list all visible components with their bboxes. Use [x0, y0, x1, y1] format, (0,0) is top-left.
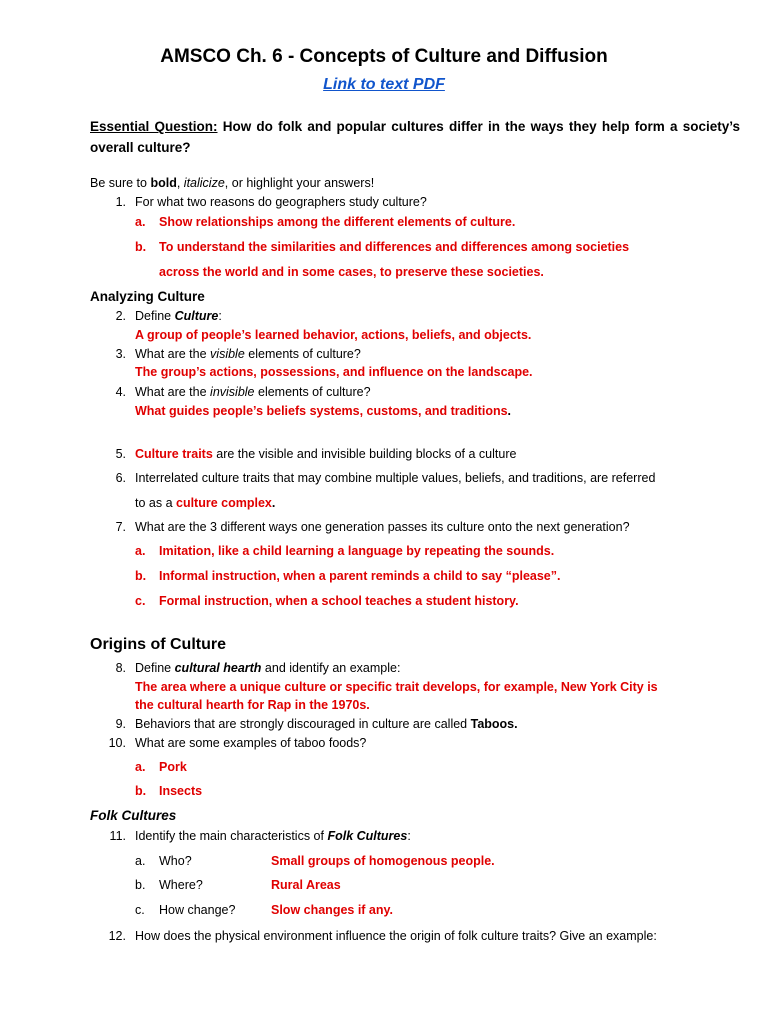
section-origins-of-culture: Origins of Culture — [90, 636, 226, 653]
q1-a-letter: a. — [135, 215, 146, 229]
q6-line2-pre: to as a — [135, 496, 176, 510]
q9-number: 9. — [115, 717, 126, 731]
instructions-italic: italicize — [183, 176, 225, 190]
q10-b-letter: b. — [135, 784, 147, 798]
instructions-pre: Be sure to — [90, 176, 151, 190]
q11-row-letter: a. — [135, 854, 146, 868]
q11-row-label: How change? — [159, 903, 236, 917]
question-7 — [106, 520, 630, 534]
text-pdf-link[interactable]: Link to text PDF — [323, 76, 445, 93]
q10-answer-a — [135, 760, 187, 774]
q7-answer-b — [135, 569, 560, 583]
q4-post: elements of culture? — [254, 385, 371, 399]
q11-row-who — [135, 854, 585, 868]
q7-c-letter: c. — [135, 594, 146, 608]
q3-post: elements of culture? — [244, 347, 361, 361]
q4-answer-text: What guides people’s beliefs systems, customs, and traditions — [135, 404, 508, 418]
q1-b-letter: b. — [135, 240, 147, 254]
question-9 — [106, 717, 518, 731]
q7-b-text: Informal instruction, when a parent reminds a child to say “please”. — [159, 569, 561, 583]
question-12 — [106, 929, 657, 943]
question-6-cont — [135, 496, 275, 510]
q6-number: 6. — [115, 471, 126, 485]
q3-answer: The group’s actions, possessions, and influence on the landscape. — [135, 365, 533, 379]
q1-b-line1: To understand the similarities and differences and differences among societies — [159, 240, 630, 254]
q5-answer: Culture traits — [135, 447, 213, 461]
q4-number: 4. — [115, 385, 126, 399]
q11-row-answer: Slow changes if any. — [271, 903, 394, 917]
q8-term: cultural hearth — [174, 661, 262, 675]
q7-answer-c — [135, 594, 519, 608]
question-11 — [106, 829, 411, 843]
q4-answer — [135, 404, 511, 418]
essential-question — [90, 116, 740, 158]
q12-text: How does the physical environment influence the origin of folk culture traits? Give an example: — [135, 929, 657, 943]
q11-row-how-change — [135, 903, 585, 917]
q4-answer-end: . — [507, 404, 512, 418]
q4-pre: What are the — [135, 385, 211, 399]
q11-row-letter: c. — [135, 903, 145, 917]
q8-number: 8. — [115, 661, 126, 675]
q2-answer: A group of people’s learned behavior, actions, beliefs, and objects. — [135, 328, 532, 342]
essential-question-label: Essential Question: — [90, 119, 218, 134]
q11-row-where — [135, 878, 585, 892]
q2-pre: Define — [135, 309, 175, 323]
q5-number: 5. — [115, 447, 126, 461]
q11-number: 11. — [109, 829, 126, 843]
q7-text: What are the 3 different ways one generation passes its culture onto the next generation? — [135, 520, 630, 534]
q7-c-text: Formal instruction, when a school teaches a student history. — [159, 594, 519, 608]
q9-text: Behaviors that are strongly discouraged in culture are called — [135, 717, 471, 731]
question-3 — [106, 347, 361, 361]
q2-post: : — [218, 309, 222, 323]
q9-answer: Taboos. — [470, 717, 518, 731]
q7-number: 7. — [115, 520, 126, 534]
q8-answer-line2: the cultural hearth for Rap in the 1970s. — [135, 698, 370, 712]
q10-b-text: Insects — [159, 784, 203, 798]
instructions-post: , or highlight your answers! — [224, 176, 375, 190]
question-4 — [106, 385, 371, 399]
q11-row-label: Who? — [159, 854, 192, 868]
q2-term: Culture — [174, 309, 219, 323]
q11-row-answer: Small groups of homogenous people. — [271, 854, 495, 868]
q3-number: 3. — [115, 347, 126, 361]
q1-a-text: Show relationships among the different elements of culture. — [159, 215, 516, 229]
q1-answer-b-cont: across the world and in some cases, to preserve these societies. — [159, 265, 544, 279]
q1-answer-a — [135, 215, 515, 229]
q7-a-letter: a. — [135, 544, 146, 558]
q10-number: 10. — [108, 736, 126, 750]
q11-term: Folk Cultures — [327, 829, 408, 843]
question-2 — [106, 309, 222, 323]
q2-number: 2. — [115, 309, 126, 323]
q12-number: 12. — [108, 929, 126, 943]
q11-post: : — [407, 829, 411, 843]
q10-a-text: Pork — [159, 760, 187, 774]
essential-question-text: How do folk and popular cultures differ in the ways they help form a society’s overall culture? — [90, 119, 741, 155]
q11-row-label: Where? — [159, 878, 203, 892]
q7-b-letter: b. — [135, 569, 147, 583]
q8-post: and identify an example: — [261, 661, 401, 675]
q6-line1: Interrelated culture traits that may combine multiple values, beliefs, and traditions, are referred — [135, 471, 656, 485]
q1-text: For what two reasons do geographers study culture? — [135, 195, 427, 209]
q6-line2-end: . — [271, 496, 276, 510]
q7-answer-a — [135, 544, 554, 558]
q1-number: 1. — [115, 195, 126, 209]
q10-a-letter: a. — [135, 760, 146, 774]
q8-answer-line1: The area where a unique culture or specific trait develops, for example, New York City is — [135, 680, 658, 694]
instructions-bold: bold — [150, 176, 177, 190]
question-1 — [106, 195, 427, 209]
section-folk-cultures: Folk Cultures — [90, 808, 177, 823]
q11-row-answer: Rural Areas — [271, 878, 341, 892]
q8-pre: Define — [135, 661, 175, 675]
question-6 — [106, 471, 655, 485]
q1-answer-b — [135, 240, 629, 254]
question-10 — [106, 736, 366, 750]
q3-term: visible — [210, 347, 245, 361]
q4-term: invisible — [210, 385, 255, 399]
question-8 — [106, 661, 400, 675]
q10-text: What are some examples of taboo foods? — [135, 736, 367, 750]
q10-answer-b — [135, 784, 202, 798]
q3-pre: What are the — [135, 347, 211, 361]
section-analyzing-culture: Analyzing Culture — [90, 289, 205, 304]
question-5 — [106, 447, 516, 461]
q7-a-text: Imitation, like a child learning a language by repeating the sounds. — [159, 544, 555, 558]
instructions-sep: , — [176, 176, 184, 190]
instructions — [90, 176, 374, 190]
q11-pre: Identify the main characteristics of — [135, 829, 328, 843]
q11-row-letter: b. — [135, 878, 146, 892]
page-title: AMSCO Ch. 6 - Concepts of Culture and Diffusion — [160, 46, 608, 67]
q6-answer: culture complex — [176, 496, 272, 510]
q5-text: are the visible and invisible building blocks of a culture — [212, 447, 517, 461]
